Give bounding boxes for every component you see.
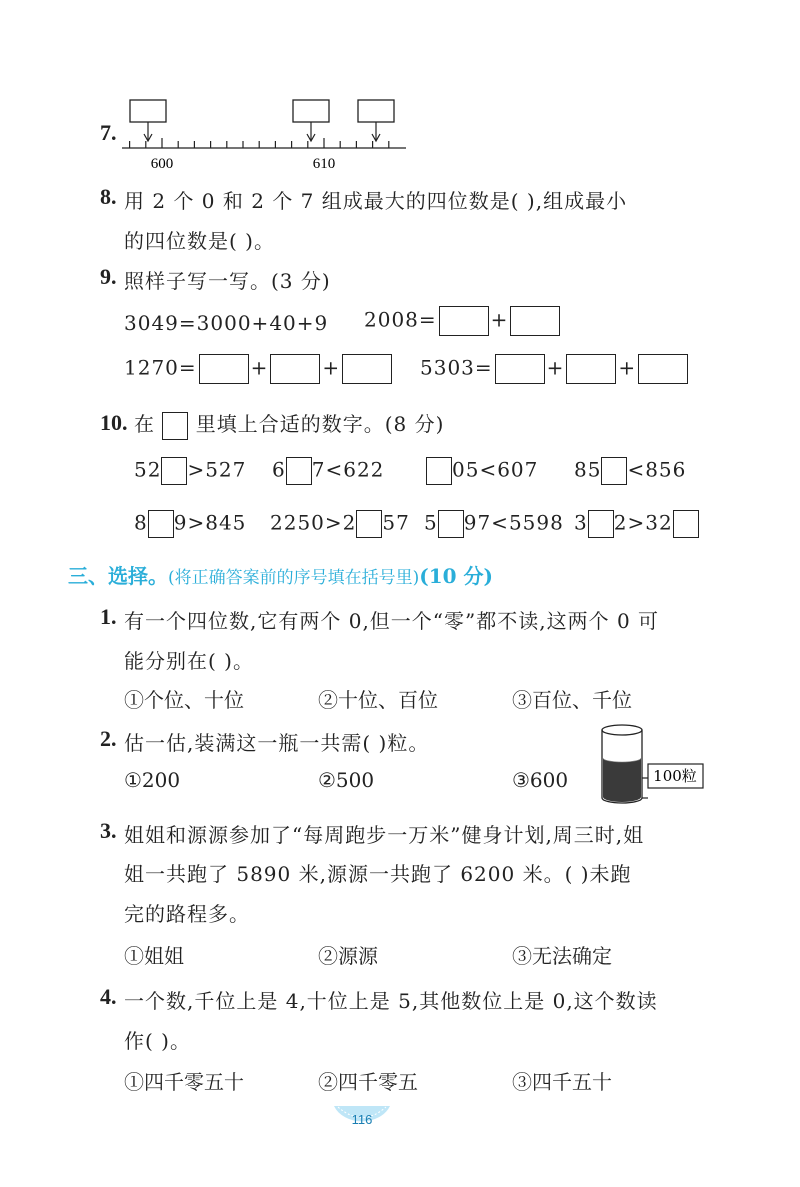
answer-box[interactable]: [161, 457, 187, 485]
question-number: 1.: [100, 604, 117, 629]
answer-box[interactable]: [293, 100, 329, 122]
fill-item: 52 >527: [134, 457, 246, 485]
number-line: [118, 96, 418, 176]
answer-box[interactable]: [439, 306, 489, 336]
answer-box[interactable]: [438, 510, 464, 538]
fill-item: 05<607: [426, 457, 538, 485]
question-text: 作( )。: [124, 1029, 191, 1053]
answer-box[interactable]: [199, 354, 249, 384]
option[interactable]: ③百位、千位: [512, 688, 632, 712]
answer-box[interactable]: [638, 354, 688, 384]
question-number: 7.: [100, 120, 117, 145]
question-text: 有一个四位数,它有两个 0,但一个“零”都不读,这两个 0 可: [124, 609, 660, 633]
jar-label: 100粒: [653, 767, 697, 785]
question-text: 的四位数是( )。: [124, 229, 275, 253]
answer-box[interactable]: [588, 510, 614, 538]
answer-box[interactable]: [510, 306, 560, 336]
answer-box[interactable]: [130, 100, 166, 122]
sample-box: [162, 412, 188, 440]
option[interactable]: ①200: [124, 768, 181, 792]
question-text: 能分别在( )。: [124, 649, 254, 673]
question-text: 一个数,千位上是 4,十位上是 5,其他数位上是 0,这个数读: [124, 989, 658, 1013]
answer-box[interactable]: [356, 510, 382, 538]
page-number: 116: [351, 1112, 373, 1127]
answer-box[interactable]: [270, 354, 320, 384]
answer-box[interactable]: [566, 354, 616, 384]
tick-label: 610: [312, 156, 336, 172]
answer-box[interactable]: [358, 100, 394, 122]
question-number: 9.: [100, 264, 117, 289]
answer-box[interactable]: [148, 510, 174, 538]
answer-box[interactable]: [426, 457, 452, 485]
option[interactable]: ③无法确定: [512, 944, 612, 968]
option[interactable]: ②四千零五: [318, 1070, 418, 1094]
option[interactable]: ③600: [512, 768, 569, 792]
jar-illustration: [598, 722, 706, 808]
question-text: 照样子写一写。(3 分): [124, 269, 331, 293]
equation-row: 1270= + +: [124, 354, 394, 384]
fill-item: 8 9>845: [134, 510, 246, 538]
answer-box[interactable]: [495, 354, 545, 384]
option[interactable]: ①个位、十位: [124, 688, 244, 712]
page-number-badge: [332, 1104, 392, 1134]
question-text: 用 2 个 0 和 2 个 7 组成最大的四位数是( ),组成最小: [124, 189, 628, 213]
option[interactable]: ①姐姐: [124, 944, 184, 968]
example-equation: 3049=3000+40+9: [124, 311, 329, 335]
beans-fill: [603, 758, 641, 802]
option[interactable]: ②十位、百位: [318, 688, 438, 712]
question-number: 2.: [100, 726, 117, 751]
answer-box[interactable]: [286, 457, 312, 485]
question-text: 估一估,装满这一瓶一共需( )粒。: [124, 731, 430, 755]
question-text: 完的路程多。: [124, 902, 250, 926]
answer-box[interactable]: [601, 457, 627, 485]
option[interactable]: ②源源: [318, 944, 378, 968]
question-text: 姐一共跑了 5890 米,源源一共跑了 6200 米。( )未跑: [124, 862, 632, 886]
fill-item: 5 97<5598: [424, 510, 564, 538]
option[interactable]: ③四千五十: [512, 1070, 612, 1094]
fill-item: 85 <856: [574, 457, 686, 485]
option[interactable]: ①四千零五十: [124, 1070, 244, 1094]
option[interactable]: ②500: [318, 768, 375, 792]
tick-label: 600: [150, 156, 174, 172]
equation-row: 5303= + +: [420, 354, 690, 384]
fill-item: 6 7<622: [272, 457, 384, 485]
answer-box[interactable]: [342, 354, 392, 384]
answer-box[interactable]: [673, 510, 699, 538]
question-number: 4.: [100, 984, 117, 1009]
equation-row: 2008= +: [364, 306, 562, 336]
fill-item: 2250>2 57: [270, 510, 410, 538]
question-number: 3.: [100, 818, 117, 843]
section-heading: 三、选择。(将正确答案前的序号填在括号里)(10 分): [68, 564, 493, 588]
question-text: 姐姐和源源参加了“每周跑步一万米”健身计划,周三时,姐: [124, 823, 645, 847]
question-text: 在 里填上合适的数字。(8 分): [134, 408, 444, 440]
question-number: 10.: [100, 410, 128, 435]
fill-item: 3 2>32: [574, 510, 699, 538]
question-number: 8.: [100, 184, 117, 209]
